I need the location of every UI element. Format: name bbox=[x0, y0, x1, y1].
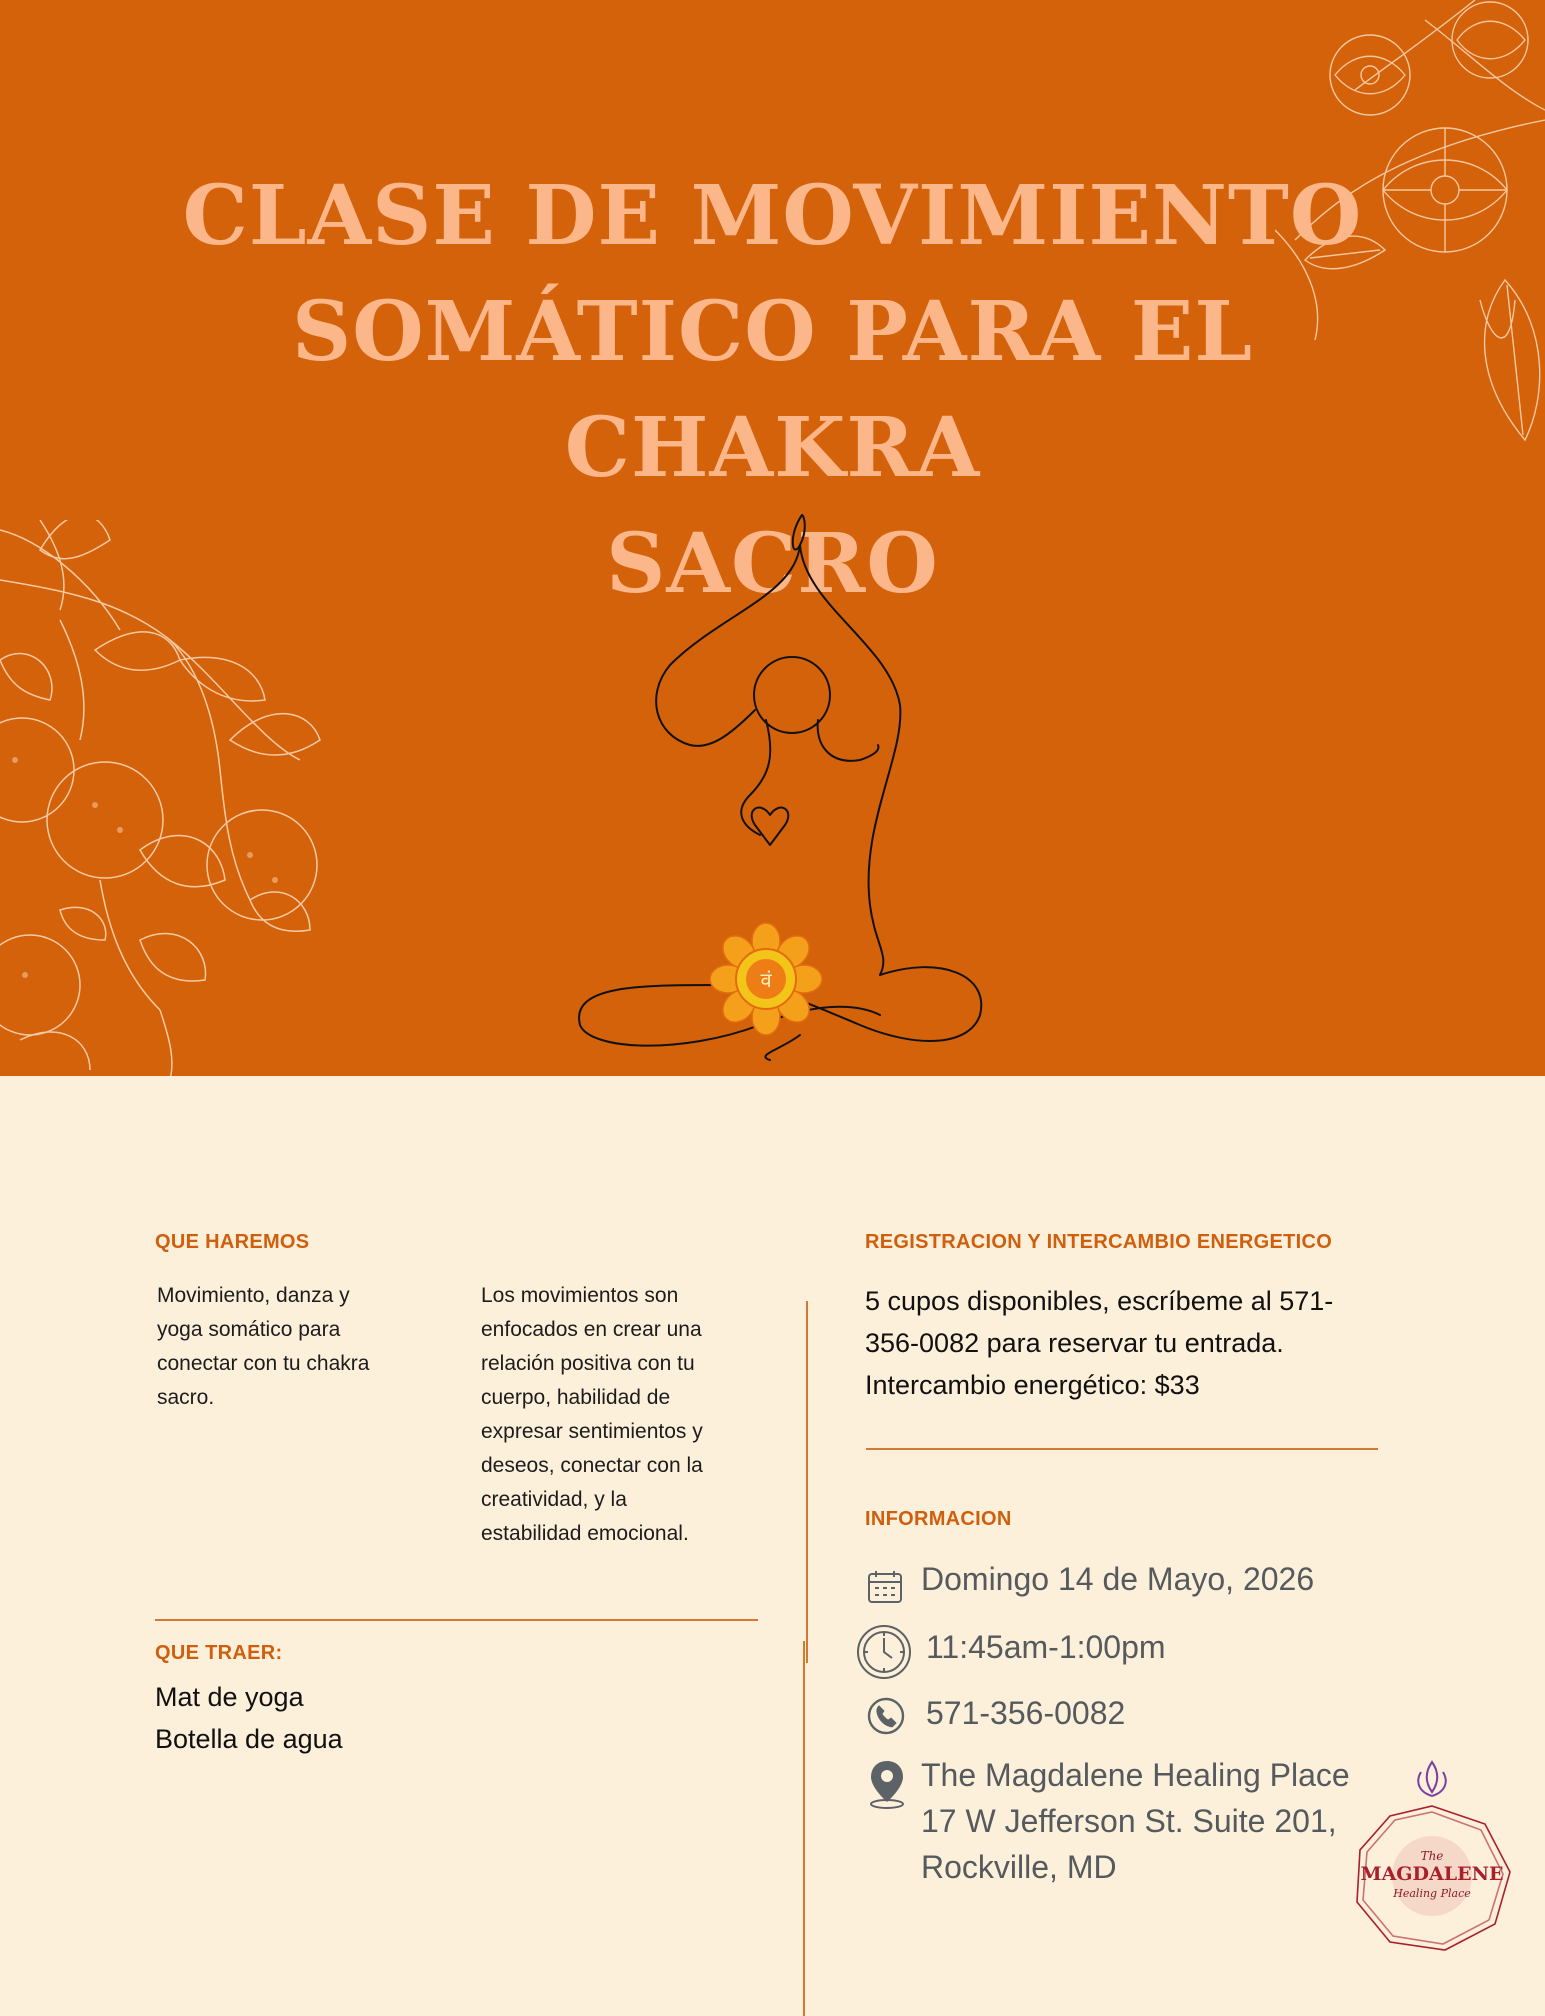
logo-text-magdalene: MAGDALENE bbox=[1360, 1863, 1504, 1885]
logo-text-the: The bbox=[1420, 1849, 1444, 1863]
event-time: 11:45am-1:00pm bbox=[926, 1629, 1166, 1665]
sacral-chakra-symbol bbox=[710, 923, 822, 1035]
address-line: The Magdalene Healing Place bbox=[921, 1757, 1350, 1793]
location-pin-icon bbox=[865, 1758, 909, 1810]
calendar-icon bbox=[866, 1568, 904, 1606]
registracion-heading: REGISTRACION Y INTERCAMBIO ENERGETICO bbox=[865, 1231, 1333, 1253]
magdalene-logo bbox=[1345, 1752, 1520, 1982]
orange-branch-illustration bbox=[0, 520, 390, 1076]
list-item: Botella de agua bbox=[155, 1724, 343, 1754]
list-item: Mat de yoga bbox=[155, 1682, 304, 1712]
registracion-text bbox=[865, 1280, 1425, 1406]
title-line-1: CLASE DE MOVIMIENTO bbox=[182, 168, 1363, 264]
que-traer-heading: QUE TRAER: bbox=[155, 1642, 283, 1664]
contact-phone: 571-356-0082 bbox=[926, 1695, 1126, 1731]
address-line: 17 W Jefferson St. Suite 201, bbox=[921, 1803, 1337, 1839]
text-line: yoga somático para bbox=[157, 1318, 341, 1341]
meditation-figure-illustration bbox=[560, 505, 1000, 1075]
details-section bbox=[0, 1076, 1545, 2000]
que-traer-list bbox=[155, 1676, 655, 1760]
title-line-3: SACRO bbox=[606, 516, 939, 612]
text-line: Los movimientos son bbox=[481, 1284, 679, 1307]
text-line: enfocados en crear una bbox=[481, 1318, 702, 1341]
title-line-2: SOMÁTICO PARA EL CHAKRA bbox=[292, 284, 1253, 496]
informacion-heading: INFORMACION bbox=[865, 1508, 1012, 1530]
text-line: relación positiva con tu bbox=[481, 1352, 695, 1375]
que-haremos-col1 bbox=[157, 1279, 447, 1415]
text-line: conectar con tu chakra bbox=[157, 1352, 370, 1375]
text-line: Movimiento, danza y bbox=[157, 1284, 350, 1307]
vertical-divider bbox=[806, 1301, 808, 1663]
divider bbox=[866, 1448, 1378, 1450]
que-haremos-heading: QUE HAREMOS bbox=[155, 1231, 310, 1253]
address bbox=[921, 1752, 1391, 1890]
text-line: Intercambio energético: $33 bbox=[865, 1370, 1200, 1400]
text-line: cuerpo, habilidad de bbox=[481, 1386, 671, 1409]
que-haremos-col2 bbox=[481, 1279, 781, 1551]
text-line: expresar sentimientos y bbox=[481, 1420, 703, 1443]
text-line: deseos, conectar con la bbox=[481, 1454, 703, 1477]
phone-icon bbox=[866, 1696, 906, 1736]
text-line: creatividad, y la bbox=[481, 1488, 627, 1511]
text-line: 5 cupos disponibles, escríbeme al 571- bbox=[865, 1286, 1334, 1316]
logo-text-healing-place: Healing Place bbox=[1393, 1887, 1471, 1900]
vertical-divider bbox=[803, 1641, 805, 2016]
text-line: 356-0082 para reservar tu entrada. bbox=[865, 1328, 1284, 1358]
address-line: Rockville, MD bbox=[921, 1849, 1117, 1885]
text-line: estabilidad emocional. bbox=[481, 1522, 689, 1545]
divider bbox=[155, 1619, 758, 1621]
clock-icon bbox=[856, 1624, 912, 1680]
event-date: Domingo 14 de Mayo, 2026 bbox=[921, 1561, 1315, 1597]
chakra-glyph: वं bbox=[760, 968, 772, 992]
text-line: sacro. bbox=[157, 1386, 215, 1409]
